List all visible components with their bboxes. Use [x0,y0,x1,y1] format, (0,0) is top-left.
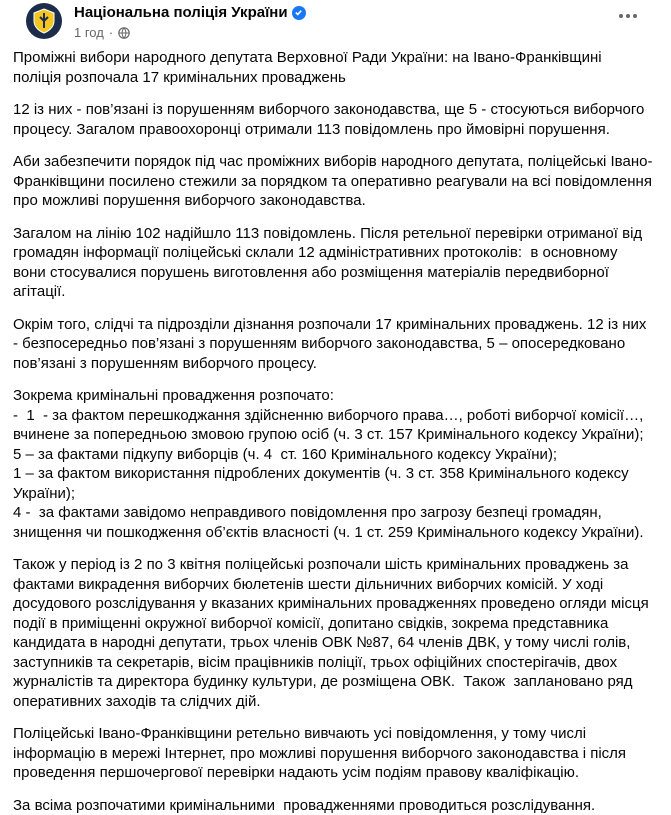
globe-icon[interactable] [118,27,130,39]
post-paragraph: За всіма розпочатими кримінальними провадженнями проводиться розслідування. [13,796,653,815]
post-paragraph: Окрім того, слідчі та підрозділи дізнання розпочали 17 кримінальних проваджень. 12 із них - безпосередньо пов’язані з порушенням виборчого законодавства, 5 – опосередковано пов’язані з порушенням виборчого процесу. [13,315,653,374]
post-paragraph: Загалом на лінію 102 надійшло 113 повідомлень. Після ретельної перевірки отриманої від громадян інформації поліцейські склали 12 адміністративних протоколів: в основному вони стосувалися порушень виготовлення або розміщення матеріалів передвиборної агітації. [13,224,653,302]
post-paragraph: Проміжні вибори народного депутата Верховної Ради України: на Івано-Франківщині поліція розпочала 17 кримінальних проваджень [13,48,653,87]
post-paragraph: Також у період із 2 по 3 квітня поліцейські розпочали шість кримінальних проваджень за фактами викрадення виборчих бюлетенів шести дільничних виборчих комісій. У ході досудового розслідування у вказаних кримінальних провадженнях проведено огляди місця події в приміщенні окружної виборчої комісії, допитано свідків, зокрема представника кандидата в народні депутати, трьох членів ОВК №87, 64 членів ДВК, у тому числі голів, заступників та секретарів, вісім працівників поліції, трьох офіційних спостерігачів, двох журналістів та директора будинку культури, де розміщена ОВК. Також заплановано ряд оперативних заходів та слідчих дій. [13,555,653,711]
post-header [13,0,655,48]
post-meta: 1 год · [74,25,130,40]
post-paragraph: Аби забезпечити порядок під час проміжних виборів народного депутата, поліцейські Івано-Франківщини посилено стежили за порядком та оперативно реагували на всі повідомлення про можливі порушення виборчого законодавства. [13,152,653,211]
avatar[interactable] [26,3,62,39]
page-name[interactable]: Національна поліція України [74,4,288,21]
more-options-icon[interactable] [615,6,641,26]
post-timestamp[interactable]: 1 год [74,25,104,40]
post-body [13,48,655,815]
post-paragraph: 12 із них - пов’язані із порушенням виборчого законодавства, ще 5 - стосуються виборчого процесу. Загалом правоохоронці отримали 113 повідомлень про ймовірні порушення. [13,100,653,139]
verified-badge-icon [292,6,306,20]
post-paragraph: Поліцейські Івано-Франківщини ретельно вивчають усі повідомлення, у тому числі інформацію в мережі Інтернет, про можливі порушення виборчого законодавства і після проведення першочергової перевірки надають усім подіям правову кваліфікацію. [13,724,653,783]
page-name-link[interactable] [74,4,306,21]
police-emblem-icon [32,8,56,34]
post-paragraph: Зокрема кримінальні провадження розпочато: - 1 - за фактом перешкоджання здійсненню виборчого права…, роботі виборчої комісії…, вчинене за попередньою змовою групою осіб (ч. 3 ст. 157 Кримінального кодексу України); 5 – за фактами підкупу виборців (ч. 4 ст. 160 Кримінального кодексу України); 1 – за фактом використання підроблених документів (ч. 3 ст. 358 Кримінального кодексу України); 4 - за фактами завідомо неправдивого повідомлення про загрозу безпеці громадян, знищення чи пошкодження об’єктів власності (ч. 1 ст. 259 Кримінального кодексу України). [13,386,653,542]
